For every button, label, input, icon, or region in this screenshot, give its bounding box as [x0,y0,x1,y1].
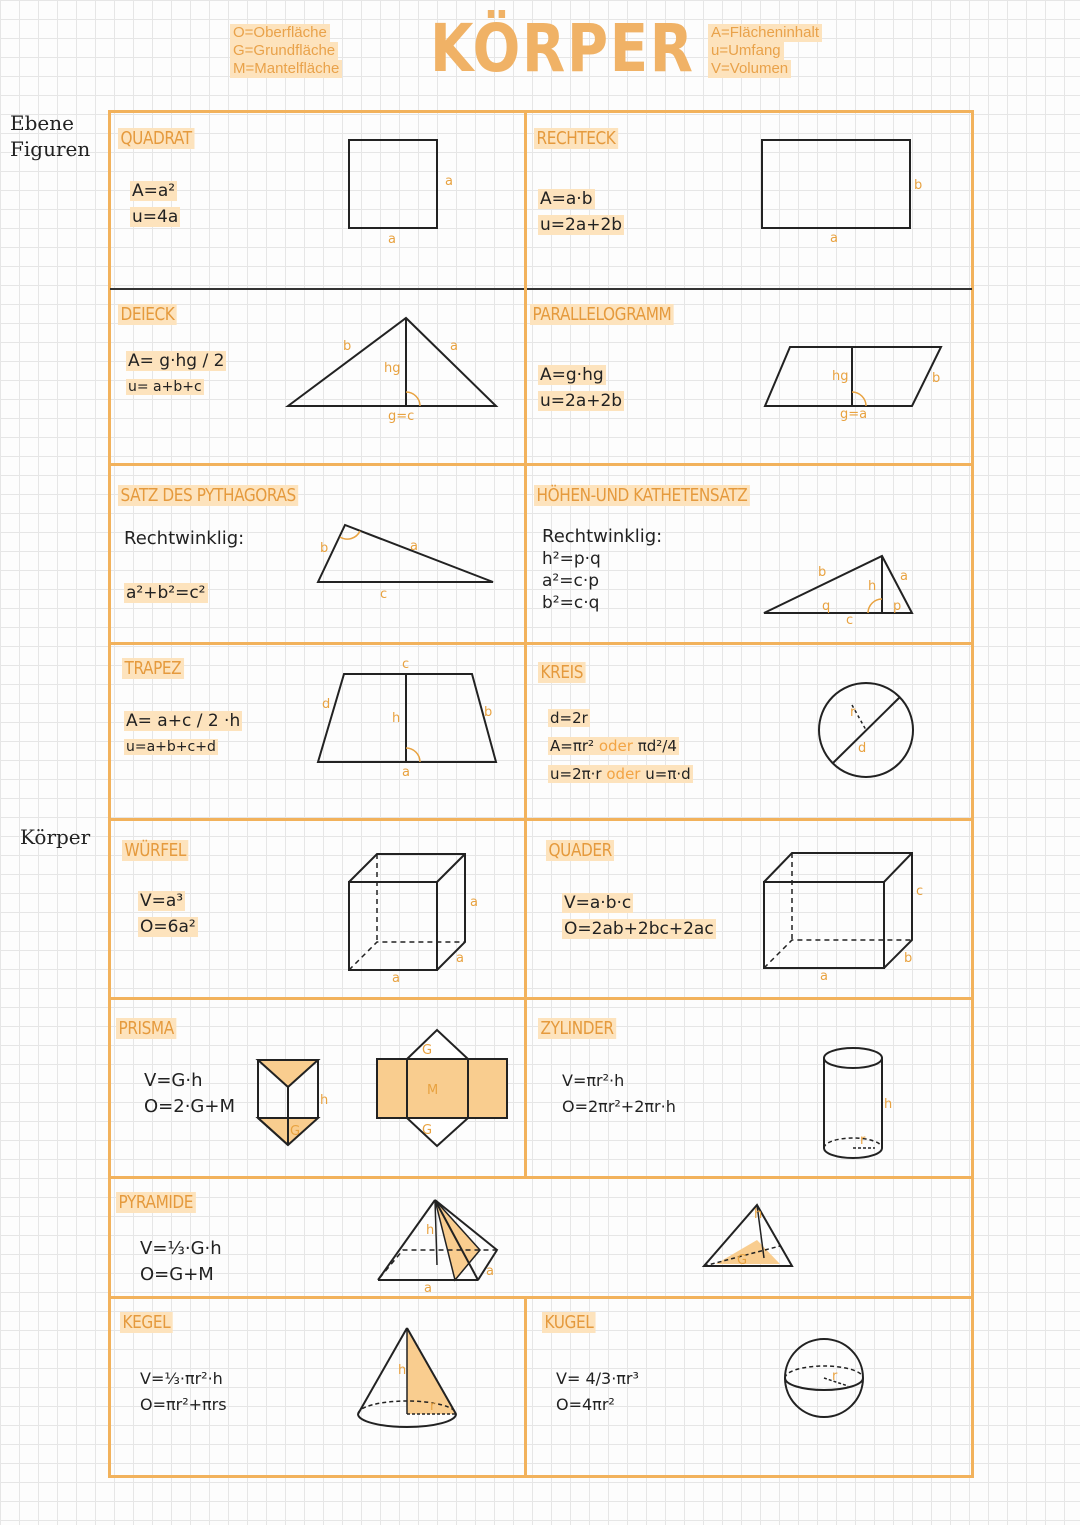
legend-item: u=Umfang [708,42,784,60]
legend-item: G=Grundfläche [230,42,338,60]
formula: u=π·d [645,765,691,783]
label: hg [832,369,849,384]
formula: u=2π·r [550,765,602,783]
label: a [445,174,453,189]
formula: a²=c·p [542,571,600,591]
label: d [322,697,331,712]
label: h [884,1097,893,1112]
formula: A=a² [132,181,176,201]
title-rechteck: RECHTECK [534,128,618,149]
formula: O=2·G+M [144,1096,235,1117]
label: c [402,657,410,672]
legend-item: V=Volumen [708,60,791,78]
label: a [402,765,410,780]
formula: A= g·hg / 2 [128,351,225,371]
formula: d=2r [550,709,588,727]
formula: V=a³ [140,891,184,911]
label: a [900,569,908,584]
formula: V=G·h [144,1070,203,1091]
formula: u=2a+2b [540,391,623,411]
title-pythagoras: SATZ DES PYTHAGORAS [118,485,298,506]
label: a [470,895,478,910]
formula: πd²/4 [637,737,677,755]
label: a [424,1281,432,1296]
formula: V=⅓·πr²·h [140,1369,223,1388]
formula: oder [606,765,641,783]
label: a [388,232,396,247]
title-kegel: KEGEL [120,1312,173,1333]
title-hoehensatz: HÖHEN-UND KATHETENSATZ [534,485,750,506]
formula: O=πr²+πrs [140,1395,227,1414]
page-title: KÖRPER [430,10,695,87]
label: b [904,951,913,966]
label: b [320,541,329,556]
formula: b²=c·q [542,593,600,613]
label: a [820,969,828,984]
title-trapez: TRAPEZ [122,658,184,679]
title-wuerfel: WÜRFEL [122,840,188,861]
legend-item: O=Oberfläche [230,24,330,42]
formula: Rechtwinklig: [542,526,663,547]
label: c [916,884,924,899]
label: G [290,1124,301,1139]
title-quadrat: QUADRAT [118,128,194,149]
label: r [850,705,856,720]
label: hg [384,361,401,376]
formula: V= 4/3·πr³ [556,1369,639,1388]
title-dreieck: DEIECK [118,304,177,325]
label: g=c [388,409,415,424]
label: h [426,1223,435,1238]
title-zylinder: ZYLINDER [538,1018,616,1039]
title-kugel: KUGEL [542,1312,596,1333]
label: c [380,587,388,602]
label: a [450,339,458,354]
label: r [430,1399,436,1414]
label: h [754,1207,763,1222]
label: M [427,1083,439,1098]
label: a [456,951,464,966]
label: r [860,1133,866,1148]
section-label-plane: Ebene Figuren [10,111,91,161]
formula: V=a·b·c [564,893,632,913]
label: h [398,1363,407,1378]
label: a [830,231,838,246]
label: G [422,1123,433,1138]
label: r [832,1369,838,1384]
label: b [914,178,923,193]
legend-item: A=Flächeninhalt [708,24,822,42]
label: b [484,705,493,720]
label: h [868,579,877,594]
title-prisma: PRISMA [116,1018,176,1039]
label: h [320,1093,329,1108]
label: g=a [840,407,868,422]
formula: O=6a² [140,917,196,937]
formula: u=4a [132,207,179,227]
formula: O=G+M [140,1264,214,1285]
formula: Rechtwinklig: [124,528,245,549]
label: b [932,371,941,386]
title-parallelogramm: PARALLELOGRAMM [530,304,674,325]
formula: u=2a+2b [540,215,623,235]
formula: a²+b²=c² [126,583,206,603]
label: G [422,1043,433,1058]
label: a [392,971,400,986]
title-kreis: KREIS [538,662,586,683]
formula: O=4πr² [556,1395,615,1414]
label: q [822,599,831,614]
formula: A= a+c / 2 ·h [126,711,241,731]
formula: V=πr²·h [562,1071,625,1090]
title-quader: QUADER [546,840,614,861]
formula: V=⅓·G·h [140,1238,222,1259]
label: a [486,1264,494,1279]
label: d [858,741,867,756]
title-pyramide: PYRAMIDE [116,1192,196,1213]
formula: A=πr² [550,737,595,755]
label: p [893,599,902,614]
formula: u=a+b+c+d [126,739,216,755]
formula: u= a+b+c [128,379,202,395]
label: b [343,339,352,354]
label: h [392,711,401,726]
formula: A=a·b [540,189,593,209]
formula: A=g·hg [540,365,604,385]
formula: oder [598,737,633,755]
formula: O=2ab+2bc+2ac [564,919,714,939]
label: c [846,613,854,628]
label: b [818,565,827,580]
formula: O=2πr²+2πr·h [562,1097,676,1116]
legend-item: M=Mantelfläche [230,60,342,78]
label: G [737,1253,748,1268]
formula: h²=p·q [542,549,601,569]
section-label-solids: Körper [20,825,91,849]
label: a [410,539,418,554]
